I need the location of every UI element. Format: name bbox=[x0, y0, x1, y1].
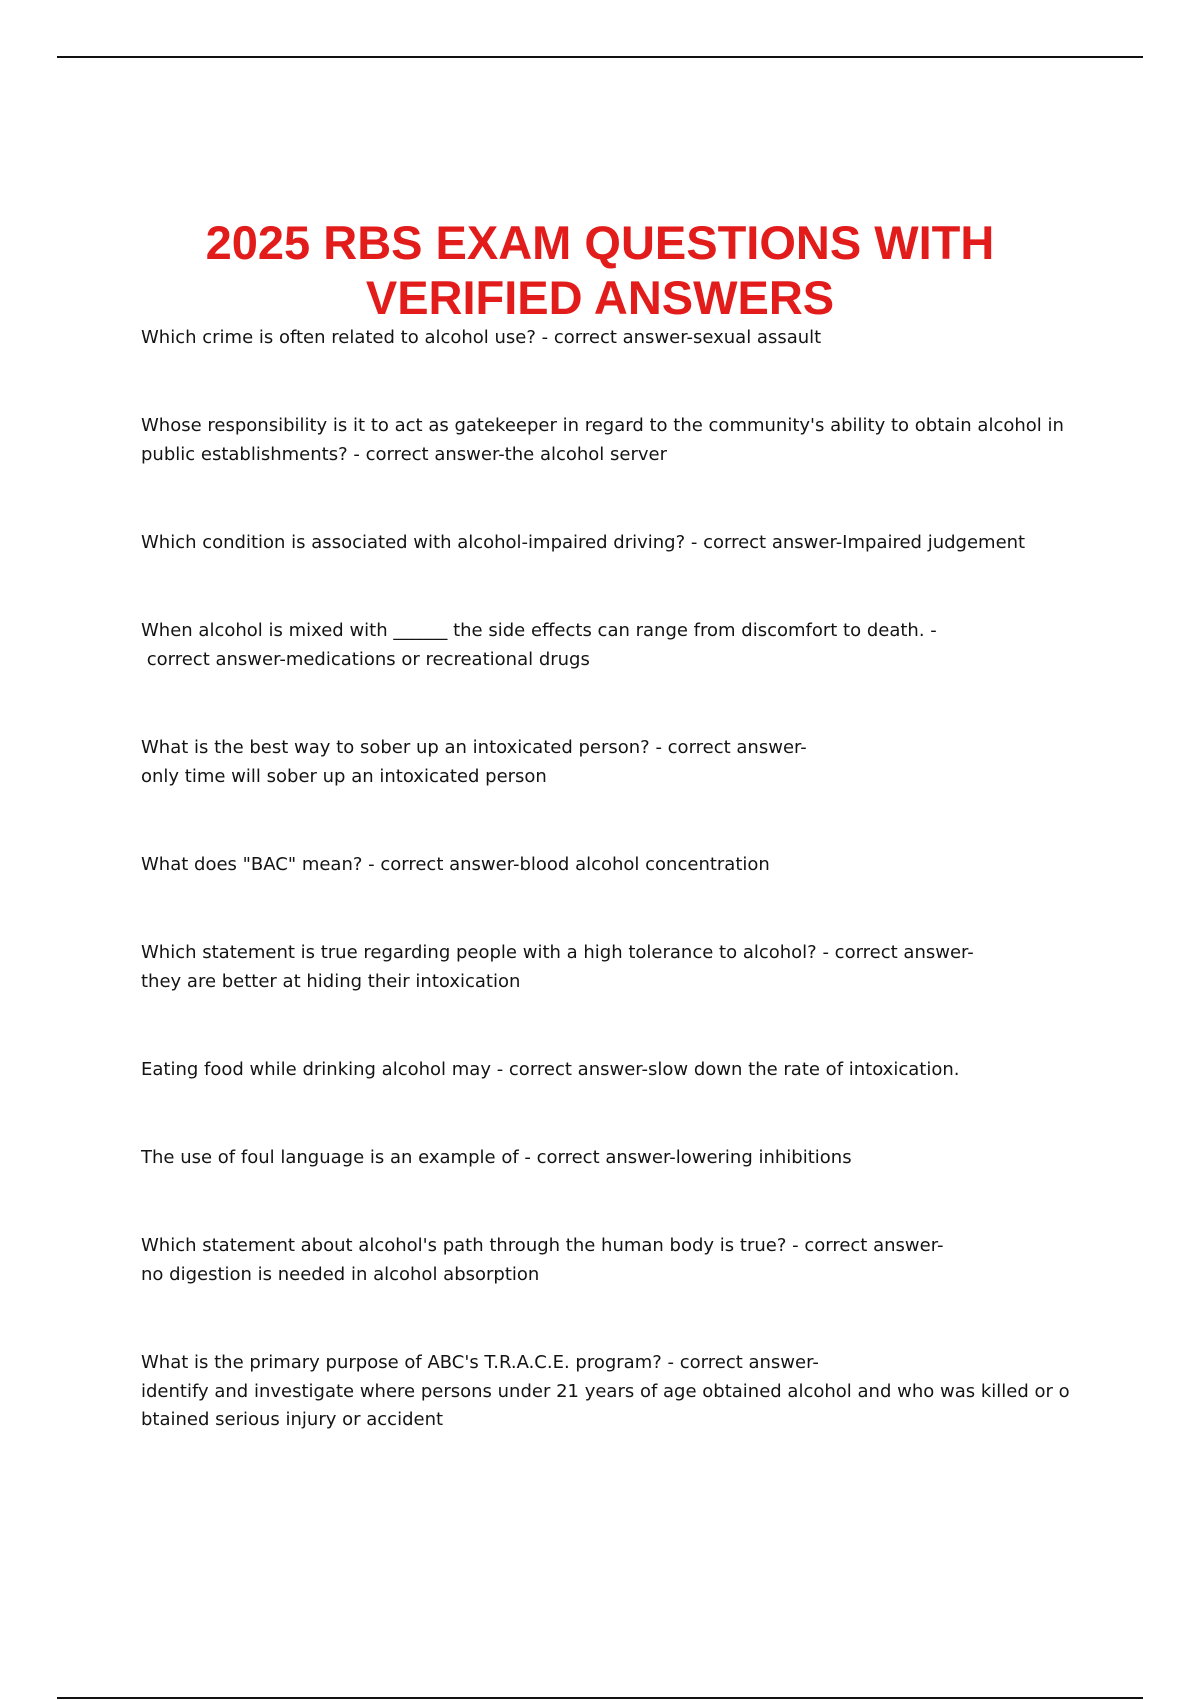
qa-line: identify and investigate where persons under 21 years of age obtained alcohol and who was killed or o bbox=[141, 1380, 1070, 1402]
qa-item bbox=[141, 939, 1081, 996]
qa-item bbox=[141, 734, 1081, 791]
top-divider bbox=[57, 56, 1143, 58]
qa-line: btained serious injury or accident bbox=[141, 1409, 444, 1430]
qa-line: Which condition is associated with alcohol-impaired driving? - correct answer-Impaired judgement bbox=[141, 532, 1026, 553]
qa-item bbox=[141, 529, 1081, 558]
qa-line: Which statement about alcohol's path through the human body is true? - correct answer- bbox=[141, 1235, 944, 1256]
qa-line: correct answer-medications or recreational drugs bbox=[141, 648, 590, 670]
qa-line: Eating food while drinking alcohol may - correct answer-slow down the rate of intoxication. bbox=[141, 1059, 960, 1080]
qa-line: they are better at hiding their intoxication bbox=[141, 970, 521, 992]
qa-item bbox=[141, 851, 1081, 880]
qa-item bbox=[141, 324, 1081, 353]
qa-item bbox=[141, 1349, 1081, 1435]
qa-line: no digestion is needed in alcohol absorption bbox=[141, 1263, 540, 1285]
qa-item bbox=[141, 1232, 1081, 1289]
qa-line: Whose responsibility is it to act as gatekeeper in regard to the community's ability to obtain alcohol in bbox=[141, 415, 1064, 436]
title-line-2: VERIFIED ANSWERS bbox=[365, 271, 835, 324]
qa-item bbox=[141, 1144, 1081, 1173]
qa-line: Which crime is often related to alcohol use? - correct answer-sexual assault bbox=[141, 327, 822, 348]
qa-line: When alcohol is mixed with ______ the side effects can range from discomfort to death. - bbox=[141, 620, 937, 641]
qa-line: only time will sober up an intoxicated person bbox=[141, 765, 547, 787]
qa-line: Which statement is true regarding people with a high tolerance to alcohol? - correct answer- bbox=[141, 942, 974, 963]
qa-line: The use of foul language is an example of - correct answer-lowering inhibitions bbox=[141, 1147, 852, 1168]
document-title bbox=[0, 215, 1200, 325]
qa-line: What is the primary purpose of ABC's T.R.A.C.E. program? - correct answer- bbox=[141, 1352, 819, 1373]
qa-line: What does "BAC" mean? - correct answer-blood alcohol concentration bbox=[141, 854, 770, 875]
title-line-1: 2025 RBS EXAM QUESTIONS WITH bbox=[205, 216, 995, 269]
qa-item bbox=[141, 1056, 1081, 1085]
qa-item bbox=[141, 412, 1081, 469]
qa-item bbox=[141, 617, 1081, 674]
qa-line: public establishments? - correct answer-the alcohol server bbox=[141, 443, 668, 465]
bottom-divider bbox=[57, 1697, 1143, 1699]
qa-line: What is the best way to sober up an intoxicated person? - correct answer- bbox=[141, 737, 807, 758]
